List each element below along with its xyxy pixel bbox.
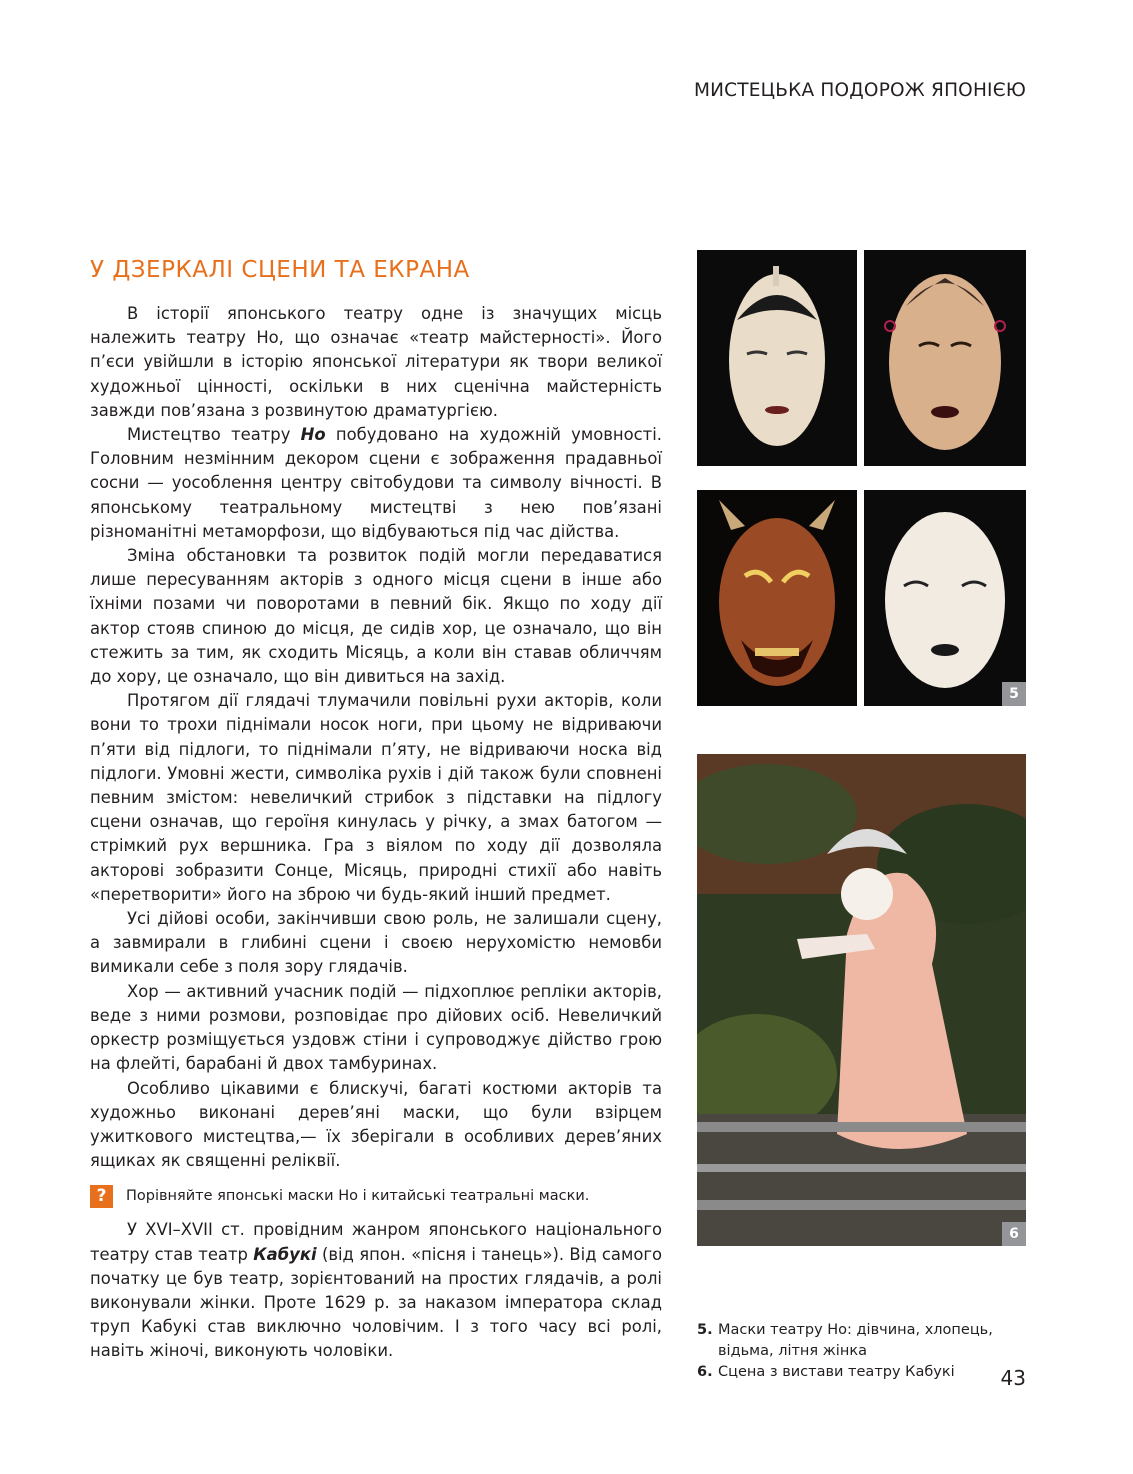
figure-6-number: 6 <box>1002 1222 1026 1246</box>
mask-youth-photo <box>864 250 1026 466</box>
question-icon: ? <box>90 1185 113 1208</box>
caption-5: 5. Маски театру Но: дівчина, хлопець, відьма, літня жінка <box>697 1322 993 1359</box>
mask-witch-photo <box>697 490 857 706</box>
paragraph: Зміна обстановки та розвиток подій могли передаватися лише пересуванням акторів з одного місця сцени в інше або їхніми позами чи поворотами в певний бік. Якщо по ходу дії актор стояв спиною до місця, де сидів хор, це означало, що він стежить за тим, як сходить Місяць, а коли він ставав обличчям до хору, це означало, що він дивиться на захід. <box>90 546 662 687</box>
kabuki-scene-photo <box>697 754 1026 1246</box>
running-head: МИСТЕЦЬКА ПОДОРОЖ ЯПОНІЄЮ <box>693 80 1026 101</box>
question-text: Порівняйте японські маски Но і китайські театральні маски. <box>126 1188 590 1205</box>
body-text <box>90 302 662 1364</box>
paragraph: В історії японського театру одне із значущих місць належить театру Но, що означає «театр майстерності». Його п’єси увійшли в історію японської літератури як твори великої художньої цінності, оскільки в них сценічна майстерність завжди пов’язана з розвинутою драматургією. <box>90 304 662 420</box>
term-no: Но <box>300 425 326 445</box>
mask-old-woman-photo <box>864 490 1026 706</box>
term-kabuki: Кабукі <box>253 1244 317 1264</box>
page-number: 43 <box>1000 1366 1026 1390</box>
section-title: У ДЗЕРКАЛІ СЦЕНИ ТА ЕКРАНА <box>90 257 470 283</box>
paragraph: Усі дійові особи, закінчивши свою роль, не залишали сцену, а завмирали в глибині сцени і своєю нерухомістю немовби вимикали себе з поля зору глядачів. <box>90 909 662 977</box>
paragraph: Мистецтво театру Но побудовано на художній умовності. Головним незмінним декором сцени є зображення прадавньої сосни — уособлення центру світобудови та символу вічності. В японському театральному мистецтві з нею пов’язані різноманітні метаморфози, що відбуваються під час дійства. <box>90 425 662 541</box>
figure-captions <box>697 1320 1037 1383</box>
figure-5-number: 5 <box>1002 682 1026 706</box>
paragraph: Протягом дії глядачі тлумачили повільні рухи акторів, коли вони то трохи піднімали носок ноги, при цьому не відриваючи п’яти від підлоги, то піднімали п’яту, не відриваючи носка від підлоги. Умовні жести, символіка рухів і дій також були сповнені певним змістом: невеличкий стрибок з підставки на підлогу сцени означав, що героїня кинулась у річку, а змах батогом — стрімкий рух вершника. Гра з віялом по ходу дії дозволяла акторові зобразити Сонце, Місяць, природні стихії або навіть «перетворити» його на зброю чи будь-який інший предмет. <box>90 691 662 904</box>
mask-girl-photo <box>697 250 857 466</box>
paragraph: У XVI–XVII ст. провідним жанром японського національного театру став театр Кабукі (від япон. «пісня і танець»). Від самого початку це був театр, зорієнтований на простих глядачів, а ролі виконували жінки. Проте 1629 р. за наказом імператора склад труп Кабукі став виключно чоловічим. І з того часу всі ролі, навіть жіночі, виконують чоловіки. <box>90 1220 662 1361</box>
caption-6: 6. Сцена з вистави театру Кабукі <box>697 1364 955 1380</box>
paragraph: Особливо цікавими є блискучі, багаті костюми акторів та художньо виконані дерев’яні маски, що були взірцем ужиткового мистецтва,— їх зберігали в особливих дерев’яних ящиках як священні реліквії. <box>90 1078 662 1171</box>
question-block <box>90 1185 662 1208</box>
paragraph: Хор — активний учасник подій — підхоплює репліки акторів, веде з ними розмови, розповідає про дійових осіб. Невеличкий оркестр розміщується уздовж стіни і супроводжує дійство грою на флейті, барабані й двох тамбуринах. <box>90 981 662 1074</box>
